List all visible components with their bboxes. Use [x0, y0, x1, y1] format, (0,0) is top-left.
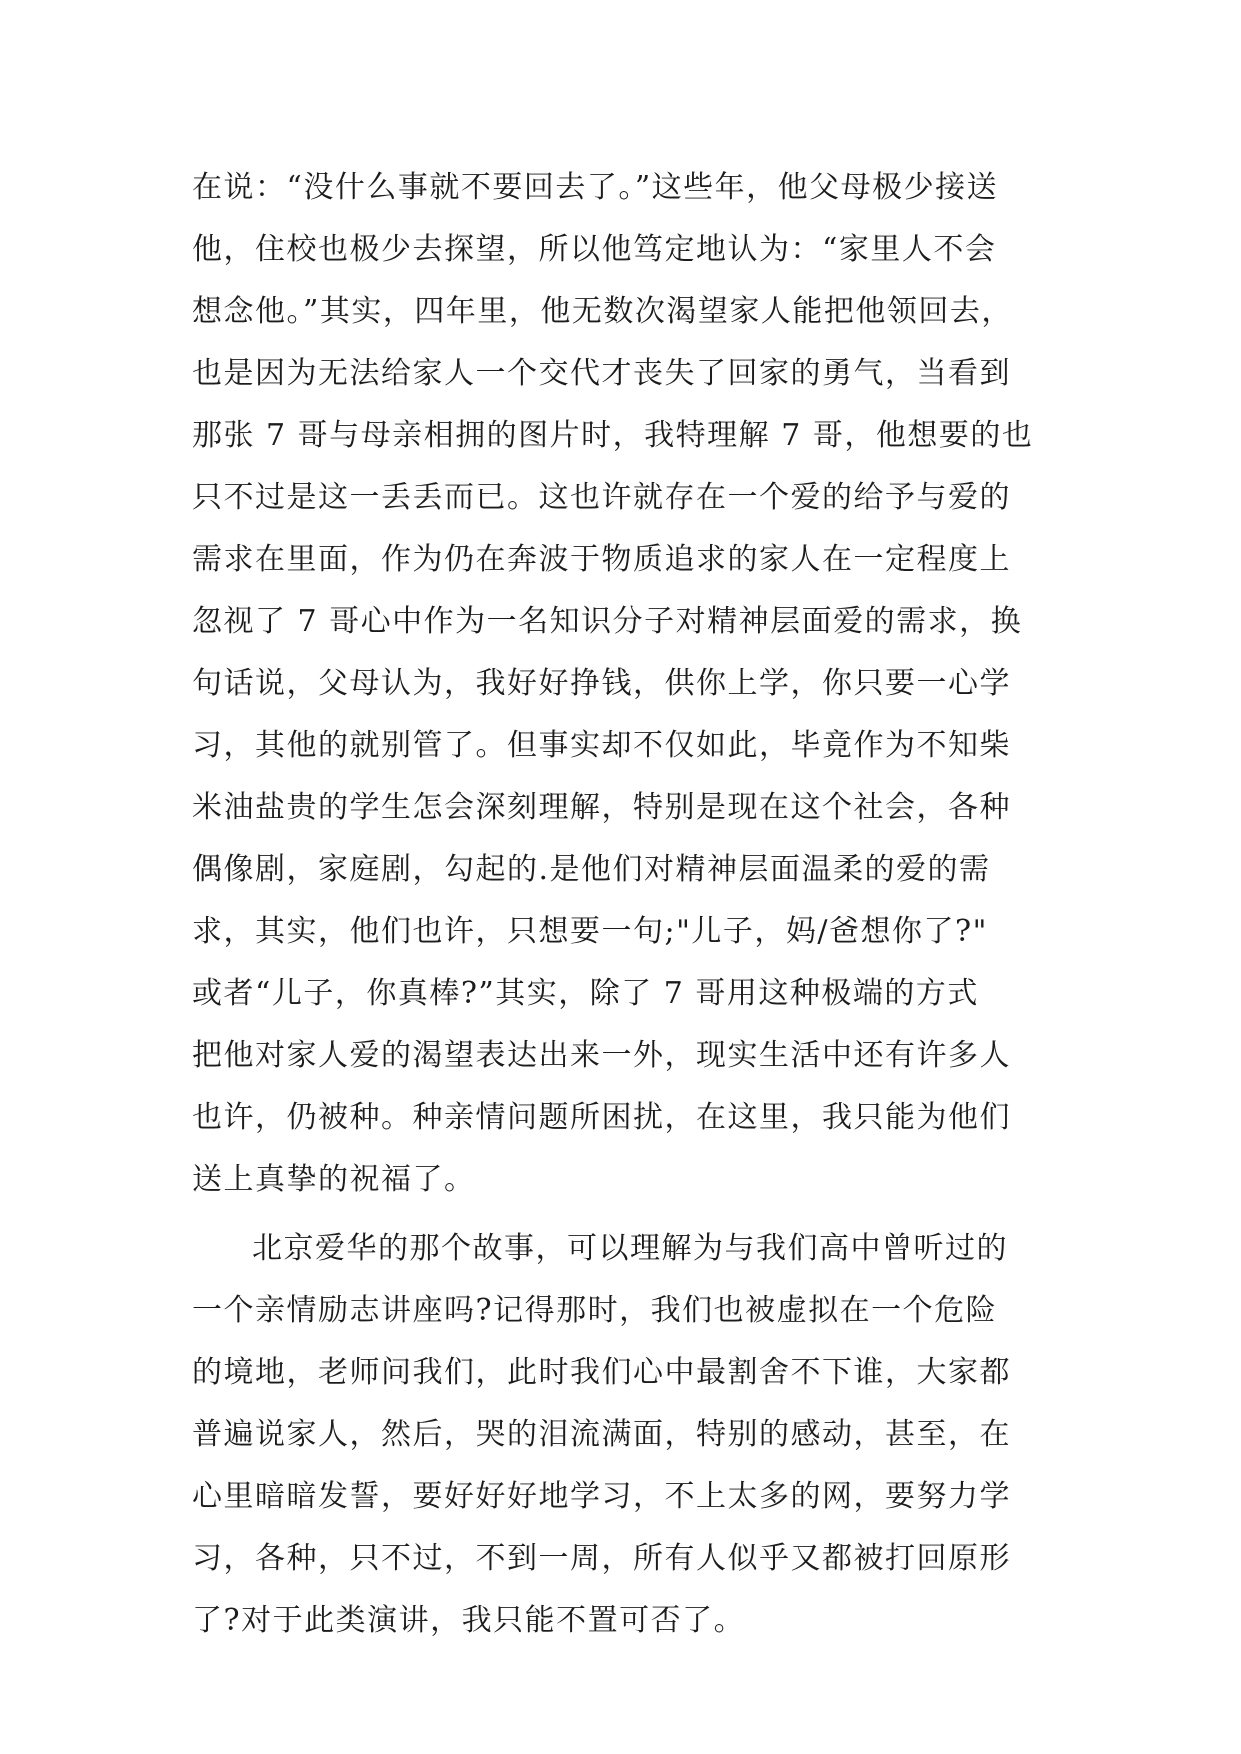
paragraph-line: 只不过是这一丢丢而已。这也许就存在一个爱的给予与爱的 — [192, 480, 1011, 515]
paragraph-line: 也许，仍被种。种亲情问题所困扰，在这里，我只能为他们 — [192, 1100, 1011, 1135]
paragraph-line: 在说：“没什么事就不要回去了。”这些年，他父母极少接送 — [192, 170, 999, 205]
paragraph-line: 忽视了 7 哥心中作为一名知识分子对精神层面爱的需求，换 — [192, 604, 1023, 639]
paragraph-line: 米油盐贵的学生怎会深刻理解，特别是现在这个社会，各种 — [192, 790, 1011, 825]
paragraph-line: 了?对于此类演讲，我只能不置可否了。 — [192, 1603, 746, 1638]
paragraph-line: 送上真挚的祝福了。 — [192, 1162, 476, 1197]
paragraph-spacer — [192, 1211, 1072, 1218]
paragraph-line: 普遍说家人，然后，哭的泪流满面，特别的感动，甚至，在 — [192, 1417, 1011, 1452]
paragraph-line: 的境地，老师问我们，此时我们心中最割舍不下谁，大家都 — [192, 1355, 1011, 1390]
paragraph-line: 把他对家人爱的渴望表达出来一外，现实生活中还有许多人 — [192, 1038, 1011, 1073]
paragraph-first-line: 北京爱华的那个故事，可以理解为与我们高中曾听过的 — [252, 1231, 1008, 1266]
paragraph-line: 心里暗暗发誓，要好好好地学习，不上太多的网，要努力学 — [192, 1479, 1011, 1514]
paragraph-line: 那张 7 哥与母亲相拥的图片时，我特理解 7 哥，他想要的也 — [192, 418, 1034, 453]
paragraph-line: 习，其他的就别管了。但事实却不仅如此，毕竟作为不知柴 — [192, 728, 1011, 763]
paragraph-line: 也是因为无法给家人一个交代才丧失了回家的勇气，当看到 — [192, 356, 1011, 391]
document-body — [192, 157, 1072, 1652]
paragraph-line: 一个亲情励志讲座吗?记得那时，我们也被虚拟在一个危险 — [192, 1293, 998, 1328]
paragraph-line: 习，各种，只不过，不到一周，所有人似乎又都被打回原形 — [192, 1541, 1011, 1576]
paragraph-1 — [192, 157, 1072, 1211]
paragraph-line: 或者“儿子，你真棒?”其实，除了 7 哥用这种极端的方式 — [192, 976, 979, 1011]
paragraph-2 — [192, 1218, 1072, 1652]
paragraph-line: 需求在里面，作为仍在奔波于物质追求的家人在一定程度上 — [192, 542, 1011, 577]
paragraph-line: 求，其实，他们也许，只想要一句;"儿子，妈/爸想你了?" — [192, 914, 988, 949]
paragraph-line: 句话说，父母认为，我好好挣钱，供你上学，你只要一心学 — [192, 666, 1011, 701]
paragraph-line: 他，住校也极少去探望，所以他笃定地认为：“家里人不会 — [192, 232, 997, 267]
paragraph-line: 偶像剧，家庭剧，勾起的.是他们对精神层面温柔的爱的需 — [192, 852, 991, 887]
paragraph-line: 想念他。”其实，四年里，他无数次渴望家人能把他领回去， — [192, 294, 1013, 329]
